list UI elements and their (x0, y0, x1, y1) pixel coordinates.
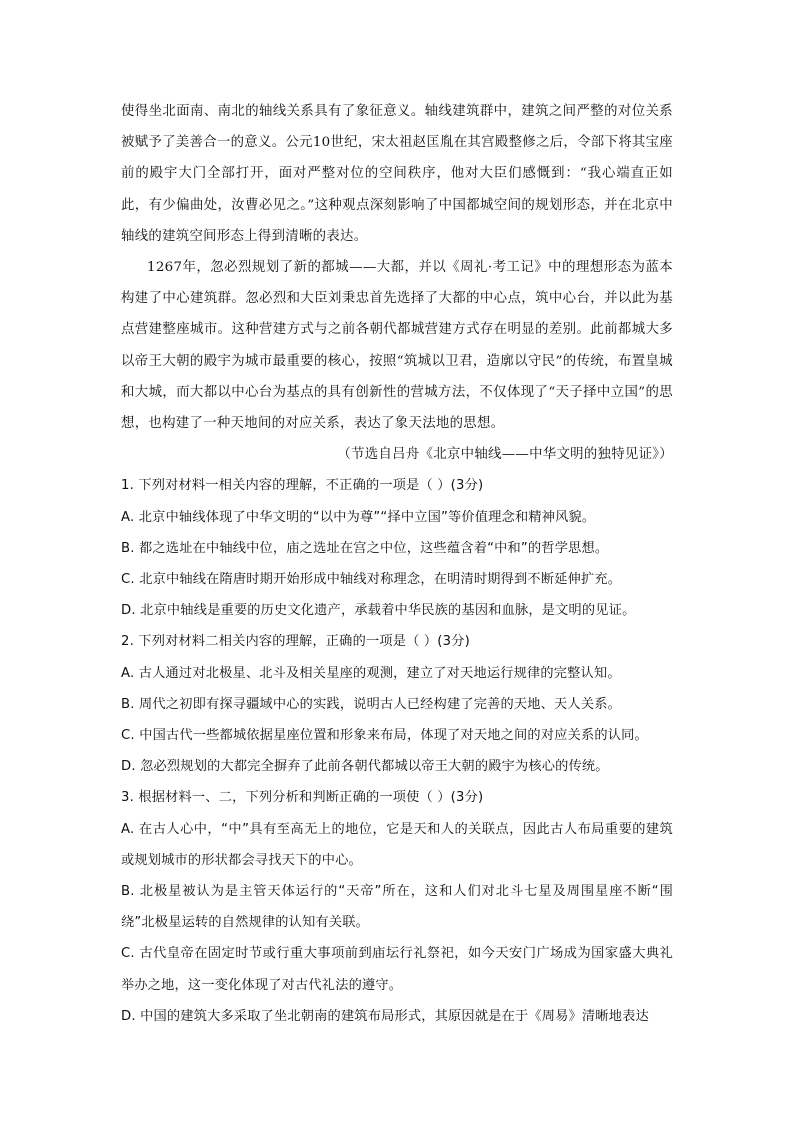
option-c: C. 古代皇帝在固定时节或行重大事项前到庙坛行礼祭祀，如今天安门广场成为国家盛大典礼举办之地，这一变化体现了对古代礼法的遵守。 (121, 946, 673, 993)
passage-source: （节选自吕舟《北京中轴线——中华文明的独特见证》） (337, 447, 673, 463)
option-b: B. 周代之初即有探寻疆域中心的实践，说明古人已经构建了完善的天地、天人关系。 (121, 696, 621, 712)
option-c: C. 北京中轴线在隋唐时期开始形成中轴线对称理念，在明清时期得到不断延伸扩充。 (121, 572, 622, 588)
question-stem: 1. 下列对材料一相关内容的理解，不正确的一项是（ ）(3分) (121, 478, 484, 494)
option-d: D. 北京中轴线是重要的历史文化遗产，承载着中华民族的基因和血脉，是文明的见证。 (121, 603, 636, 619)
option-b: B. 都之选址在中轴线中位，庙之选址在宫之中位，这些蕴含着“中和”的哲学思想。 (121, 540, 609, 556)
questions (121, 470, 673, 1032)
question-stem: 3. 根据材料一、二，下列分析和判断正确的一项使（ ）(3分) (121, 790, 484, 806)
document-page (121, 96, 673, 1032)
option-a: A. 在古人心中，“中”具有至高无上的地位，它是天和人的关联点，因此古人布局重要的建筑或规划城市的形状都会寻找天下的中心。 (121, 821, 673, 868)
option-a: A. 北京中轴线体现了中华文明的“以中为尊”“择中立国”等价值理念和精神风貌。 (121, 509, 596, 525)
option-d: D. 忽必烈规划的大都完全摒弃了此前各朝代都城以帝王大朝的殿宇为核心的传统。 (121, 759, 609, 775)
question-2 (121, 626, 673, 782)
passage-paragraph-1: 使得坐北面南、南北的轴线关系具有了象征意义。轴线建筑群中，建筑之间严整的对位关系被赋予了美善合一的意义。公元10世纪，宋太祖赵匡胤在其宫殿整修之后，令部下将其宝座前的殿宇大门全部打开，面对严整对位的空间秩序，他对大臣们感慨到：“我心端直正如此，有少偏曲处，汝曹必见之。”这种观点深刻影响了中国都城空间的规划形态，并在北京中轴线的建筑空间形态上得到清晰的表达。 (121, 104, 673, 244)
option-a: A. 古人通过对北极星、北斗及相关星座的观测，建立了对天地运行规律的完整认知。 (121, 665, 621, 681)
option-b: B. 北极星被认为是主管天体运行的“天帝”所在，这和人们对北斗七星及周围星座不断“围绕”北极星运转的自然规律的认知有关联。 (121, 884, 673, 931)
question-1 (121, 470, 673, 626)
passage-paragraph-2: 1267年，忽必烈规划了新的都城——大都，并以《周礼·考工记》中的理想形态为蓝本构建了中心建筑群。忽必烈和大臣刘秉忠首先选择了大都的中心点，筑中心台，并以此为基点营建整座城市。这种营建方式与之前各朝代都城营建方式存在明显的差别。此前都城大多以帝王大朝的殿宇为城市最重要的核心，按照“筑城以卫君，造廓以守民”的传统，布置皇城和大城，而大都以中心台为基点的具有创新性的营城方法，不仅体现了“天子择中立国”的思想，也构建了一种天地间的对应关系，表达了象天法地的思想。 (121, 260, 673, 432)
option-c: C. 中国古代一些都城依据星座位置和形象来布局，体现了对天地之间的对应关系的认同。 (121, 728, 648, 744)
reading-passage (121, 96, 673, 470)
question-3 (121, 782, 673, 1032)
option-d: D. 中国的建筑大多采取了坐北朝南的建筑布局形式，其原因就是在于《周易》清晰地表达 (121, 1008, 649, 1024)
question-stem: 2. 下列对材料二相关内容的理解，正确的一项是（ ）(3分) (121, 634, 470, 650)
